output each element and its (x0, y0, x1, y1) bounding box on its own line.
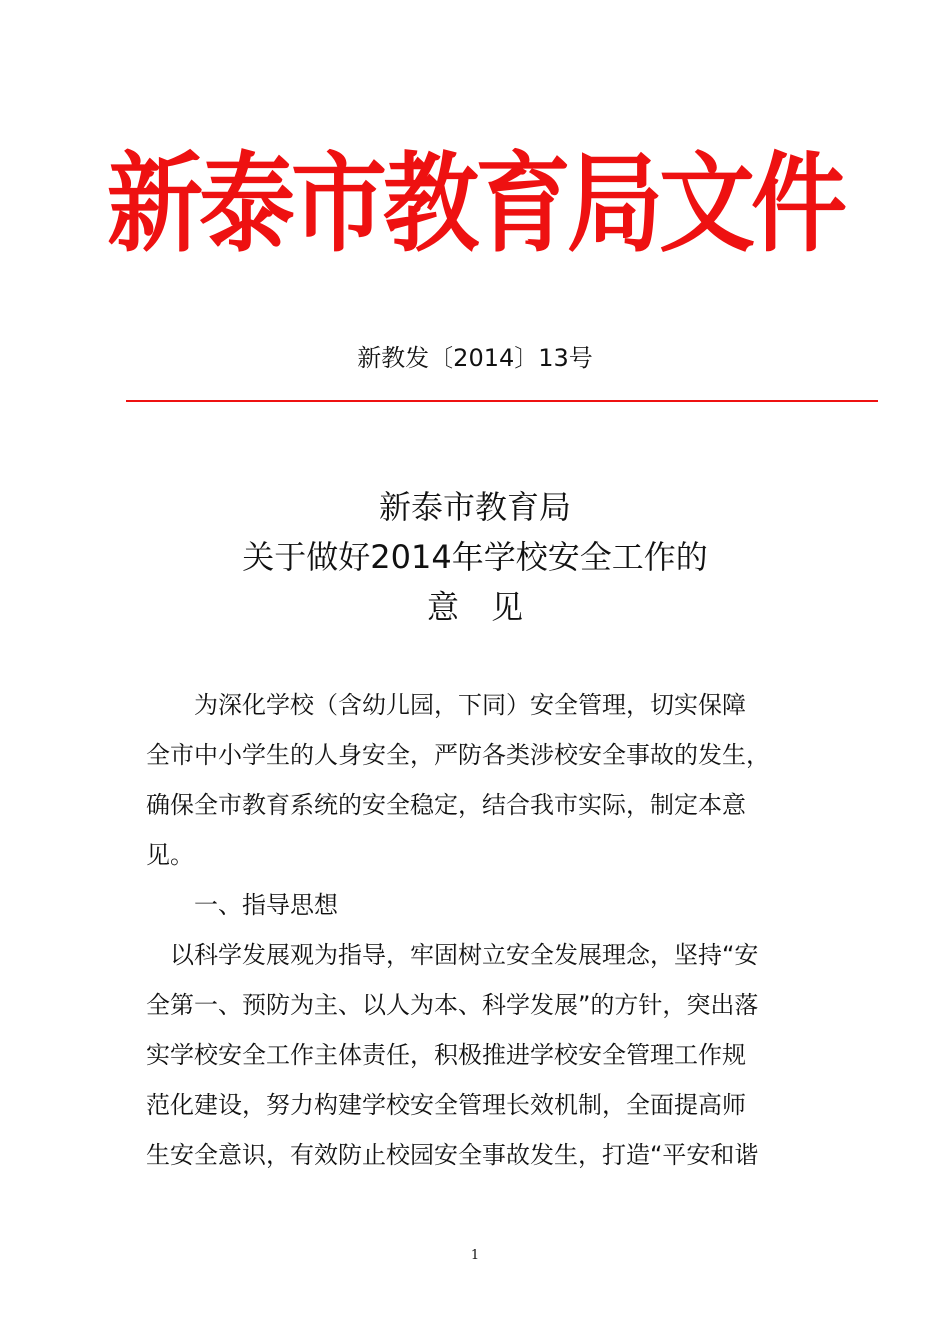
body-line: 生安全意识，有效防止校园安全事故发生，打造“平安和谐 (146, 1141, 759, 1169)
body-line: 以科学发展观为指导，牢固树立安全发展理念，坚持“安 (146, 941, 759, 969)
red-divider-line (126, 400, 878, 402)
page-number: 1 (470, 1248, 480, 1263)
title-line-type: 意 见 (426, 588, 523, 626)
body-line: 全第一、预防为主、以人为本、科学发展”的方针，突出落 (146, 991, 759, 1019)
document-number: 新教发〔2014〕13号 (357, 344, 593, 372)
body-line: 见。 (146, 841, 194, 869)
title-line-issuer: 新泰市教育局 (378, 488, 571, 526)
title-line-subject: 关于做好2014年学校安全工作的 (242, 538, 708, 576)
section-heading: 一、指导思想 (146, 891, 338, 919)
body-line: 实学校安全工作主体责任，积极推进学校安全管理工作规 (146, 1041, 746, 1069)
body-text (146, 680, 816, 1180)
document-title (0, 482, 950, 632)
body-line: 为深化学校（含幼儿园，下同）安全管理，切实保障 (146, 691, 746, 719)
masthead-title: 新泰市教育局文件 (107, 141, 843, 267)
body-line: 范化建设，努力构建学校安全管理长效机制，全面提高师 (146, 1091, 746, 1119)
body-line: 全市中小学生的人身安全，严防各类涉校安全事故的发生， (146, 741, 770, 769)
body-line: 确保全市教育系统的安全稳定，结合我市实际，制定本意 (146, 791, 746, 819)
